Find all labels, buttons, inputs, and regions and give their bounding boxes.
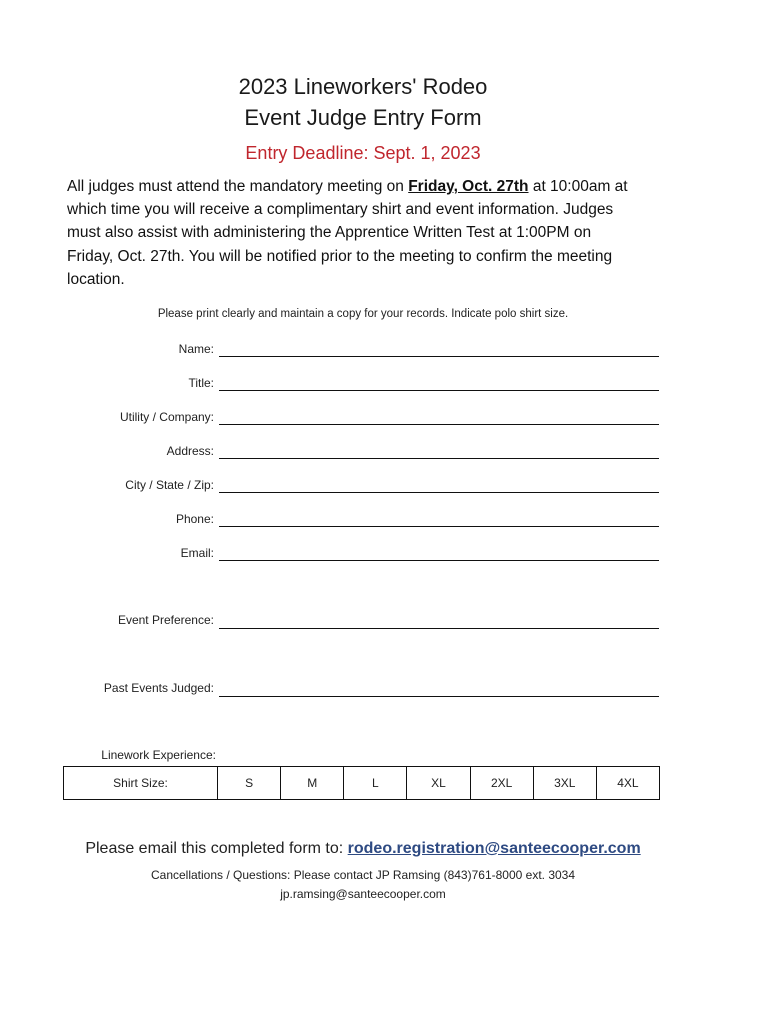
past-events-field[interactable] [219, 696, 659, 697]
intro-line-2: which time you will receive a complimentary shirt and event information. Judges [67, 201, 614, 219]
email-field[interactable] [219, 560, 659, 561]
address-label: Address: [166, 444, 214, 458]
shirt-size-l[interactable]: L [344, 767, 407, 800]
phone-label: Phone: [175, 512, 214, 526]
shirt-size-3xl[interactable]: 3XL [533, 767, 596, 800]
intro-line-5: location. [67, 270, 125, 288]
intro-line-1 [67, 175, 667, 198]
intro-line-3: must also assist with administering the Apprentice Written Test at 1:00PM on [67, 224, 592, 242]
shirt-size-m[interactable]: M [281, 767, 344, 800]
registration-email-link[interactable]: rodeo.registration@santeecooper.com [347, 840, 641, 857]
email-prompt: Please email this completed form to: [85, 840, 348, 857]
meeting-date-emphasis: Friday, Oct. 27th [408, 178, 529, 195]
email-instruction [0, 840, 726, 858]
shirt-size-label: Shirt Size: [64, 767, 218, 800]
address-field[interactable] [219, 458, 659, 459]
intro-line1-tail: at 10:00am at [528, 178, 628, 195]
linework-experience-label: Linework Experience: [101, 748, 216, 762]
form-title-line2: Event Judge Entry Form [244, 105, 482, 130]
entry-deadline: Entry Deadline: Sept. 1, 2023 [245, 143, 481, 163]
company-field[interactable] [219, 424, 659, 425]
city-state-zip-label: City / State / Zip: [125, 478, 214, 492]
shirt-size-s[interactable]: S [218, 767, 281, 800]
intro-line-4: Friday, Oct. 27th. You will be notified prior to the meeting to confirm the meeting [67, 247, 613, 265]
intro-line1-text: All judges must attend the mandatory meeting on [67, 178, 409, 195]
company-label: Utility / Company: [119, 410, 214, 424]
name-field[interactable] [219, 356, 659, 357]
shirt-size-row [64, 767, 660, 800]
form-title-line1: 2023 Lineworkers' Rodeo [238, 74, 488, 99]
contact-info: Cancellations / Questions: Please contact JP Ramsing (843)761-8000 ext. 3034 [150, 868, 576, 882]
email-label: Email: [180, 546, 214, 560]
city-state-zip-field[interactable] [219, 492, 659, 493]
phone-field[interactable] [219, 526, 659, 527]
name-label: Name: [178, 342, 214, 356]
shirt-size-xl[interactable]: XL [407, 767, 470, 800]
past-events-label: Past Events Judged: [103, 681, 214, 695]
shirt-size-4xl[interactable]: 4XL [596, 767, 659, 800]
event-preference-label: Event Preference: [117, 613, 214, 627]
title-label: Title: [188, 376, 214, 390]
print-instructions: Please print clearly and maintain a copy for your records. Indicate polo shirt size. [157, 308, 569, 320]
event-preference-field[interactable] [219, 628, 659, 629]
shirt-size-table [63, 766, 660, 800]
title-field[interactable] [219, 390, 659, 391]
intro-paragraph [67, 175, 667, 291]
contact-email: jp.ramsing@santeecooper.com [280, 887, 446, 901]
shirt-size-2xl[interactable]: 2XL [470, 767, 533, 800]
